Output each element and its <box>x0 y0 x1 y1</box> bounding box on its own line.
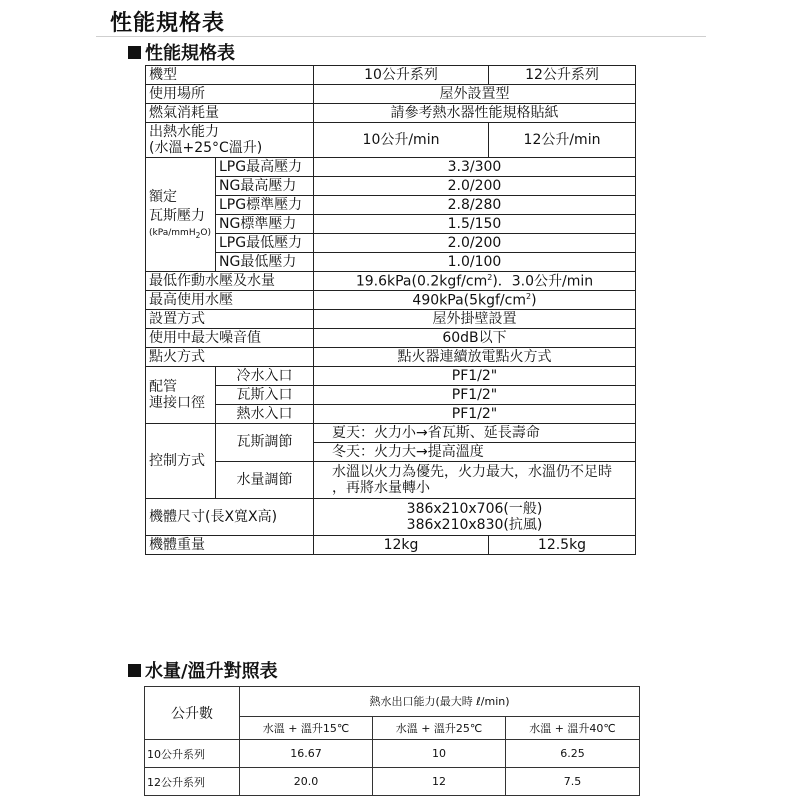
spec-label-min-pressure: 最低作動水壓及水量 <box>146 272 314 291</box>
square-bullet-icon <box>128 46 141 59</box>
table-row <box>146 367 636 386</box>
spec-gas-pressure-group <box>146 158 216 272</box>
spec-gas-row-value: 1.0/100 <box>314 253 636 272</box>
spec-control-water-value <box>314 462 636 499</box>
spec-label-size: 機體尺寸(長X寬X高) <box>146 499 314 536</box>
table-row <box>145 740 640 768</box>
spec-pipe-row-value: PF1/2" <box>314 405 636 424</box>
spec-pipe-group-line2: 連接口徑 <box>149 395 205 411</box>
spec-gas-row-label: LPG最高壓力 <box>216 158 314 177</box>
spec-value-output-10: 10公升/min <box>314 123 489 158</box>
table-row <box>146 329 636 348</box>
spec-value-size <box>314 499 636 536</box>
spec-gas-row-label: LPG標準壓力 <box>216 196 314 215</box>
spec-value-weight-10: 12kg <box>314 536 489 555</box>
spec-section-title: 性能規格表 <box>145 43 235 64</box>
flow-section-heading <box>128 657 278 683</box>
spec-gas-row-value: 1.5/150 <box>314 215 636 234</box>
spec-value-location: 屋外設置型 <box>314 85 636 104</box>
table-row <box>146 66 636 85</box>
spec-gas-group-line2: 瓦斯壓力 <box>149 208 205 225</box>
spec-label-output-line2: (水溫+25°C溫升) <box>149 140 263 156</box>
spec-control-gas-summer: 夏天：火力小→省瓦斯、延長壽命 <box>314 424 636 443</box>
spec-label-ignition: 點火方式 <box>146 348 314 367</box>
spec-value-weight-12: 12.5kg <box>489 536 636 555</box>
table-row <box>146 310 636 329</box>
spec-control-water-line2: ，再將水量轉小 <box>332 480 430 496</box>
table-row <box>146 424 636 443</box>
flow-cell: 7.5 <box>506 768 640 796</box>
flow-col-header: 水溫 + 溫升15℃ <box>240 716 373 739</box>
spec-value-output-12: 12公升/min <box>489 123 636 158</box>
flow-cell: 12 <box>373 768 506 796</box>
flow-col-header: 水溫 + 溫升40℃ <box>506 716 640 739</box>
spec-label-output <box>146 123 314 158</box>
table-row <box>146 215 636 234</box>
spec-value-min-pressure: $19.6kPa(0.2kgf/cm^2)$．3.0公升/min <box>314 272 636 291</box>
spec-value-gas-consumption: 請參考熱水器性能規格貼紙 <box>314 104 636 123</box>
table-row <box>146 158 636 177</box>
table-row <box>146 253 636 272</box>
flow-row-label: 12公升系列 <box>145 768 240 796</box>
spec-gas-group-line1: 額定 <box>149 188 177 205</box>
spec-pipe-row-value: PF1/2" <box>314 367 636 386</box>
table-row <box>146 234 636 253</box>
spec-pipe-row-value: PF1/2" <box>314 386 636 405</box>
spec-control-water-line1: 水溫以火力為優先，火力最大，水溫仍不足時 <box>332 463 612 480</box>
table-row <box>146 196 636 215</box>
table-row <box>146 104 636 123</box>
table-row <box>146 177 636 196</box>
spec-label-location: 使用場所 <box>146 85 314 104</box>
spec-label-weight: 機體重量 <box>146 536 314 555</box>
spec-table <box>145 65 636 555</box>
flow-col-header: 水溫 + 溫升25℃ <box>373 716 506 739</box>
spec-label-max-pressure: 最高使用水壓 <box>146 291 314 310</box>
spec-value-max-pressure: $490kPa(5kgf/cm^2)$ <box>314 291 636 310</box>
flow-cell: 6.25 <box>506 740 640 768</box>
title-divider <box>96 36 706 37</box>
table-row <box>146 123 636 158</box>
spec-pipe-row-label: 瓦斯入口 <box>216 386 314 405</box>
square-bullet-icon <box>128 664 141 677</box>
spec-control-gas-label: 瓦斯調節 <box>216 424 314 462</box>
spec-label-gas-consumption: 燃氣消耗量 <box>146 104 314 123</box>
spec-control-gas-winter: 冬天：火力大→提高溫度 <box>314 443 636 462</box>
spec-control-group: 控制方式 <box>146 424 216 499</box>
spec-gas-row-label: NG標準壓力 <box>216 215 314 234</box>
table-row <box>146 536 636 555</box>
spec-value-install: 屋外掛壁設置 <box>314 310 636 329</box>
spec-gas-row-label: NG最低壓力 <box>216 253 314 272</box>
spec-value-noise: 60dB以下 <box>314 329 636 348</box>
spec-pipe-row-label: 冷水入口 <box>216 367 314 386</box>
spec-gas-row-label: NG最高壓力 <box>216 177 314 196</box>
table-row <box>146 272 636 291</box>
spec-col-12: 12公升系列 <box>489 66 636 85</box>
flow-cell: 10 <box>373 740 506 768</box>
spec-label-output-line1: 出熱水能力 <box>149 123 219 140</box>
table-row <box>146 85 636 104</box>
flow-corner-label: 公升數 <box>145 687 240 740</box>
spec-gas-row-value: 2.8/280 <box>314 196 636 215</box>
spec-value-ignition: 點火器連續放電點火方式 <box>314 348 636 367</box>
table-row <box>146 462 636 499</box>
page-title: 性能規格表 <box>110 11 226 36</box>
spec-gas-row-value: 2.0/200 <box>314 177 636 196</box>
spec-label-noise: 使用中最大噪音值 <box>146 329 314 348</box>
spec-section-heading <box>128 39 235 65</box>
spec-pipe-group-line1: 配管 <box>149 378 177 395</box>
table-row <box>146 405 636 424</box>
spec-gas-group-unit: (kPa/mmH$_2$O) <box>149 227 211 240</box>
flow-table <box>144 686 640 796</box>
spec-value-size-line2: 386x210x830(抗風) <box>406 517 543 533</box>
table-row <box>146 499 636 536</box>
flow-section-title: 水量/溫升對照表 <box>145 661 278 682</box>
table-row <box>146 291 636 310</box>
flow-row-label: 10公升系列 <box>145 740 240 768</box>
flow-group-header: 熱水出口能力(最大時 ℓ/min) <box>240 687 640 717</box>
flow-cell: 20.0 <box>240 768 373 796</box>
flow-cell: 16.67 <box>240 740 373 768</box>
spec-gas-row-label: LPG最低壓力 <box>216 234 314 253</box>
spec-pipe-row-label: 熱水入口 <box>216 405 314 424</box>
spec-pipe-group <box>146 367 216 424</box>
table-row <box>145 768 640 796</box>
table-row <box>145 687 640 717</box>
table-row <box>146 348 636 367</box>
table-row <box>146 386 636 405</box>
spec-label-install: 設置方式 <box>146 310 314 329</box>
spec-value-size-line1: 386x210x706(一般) <box>406 500 543 517</box>
spec-control-water-label: 水量調節 <box>216 462 314 499</box>
spec-label-model: 機型 <box>146 66 314 85</box>
spec-gas-row-value: 2.0/200 <box>314 234 636 253</box>
spec-col-10: 10公升系列 <box>314 66 489 85</box>
spec-gas-row-value: 3.3/300 <box>314 158 636 177</box>
